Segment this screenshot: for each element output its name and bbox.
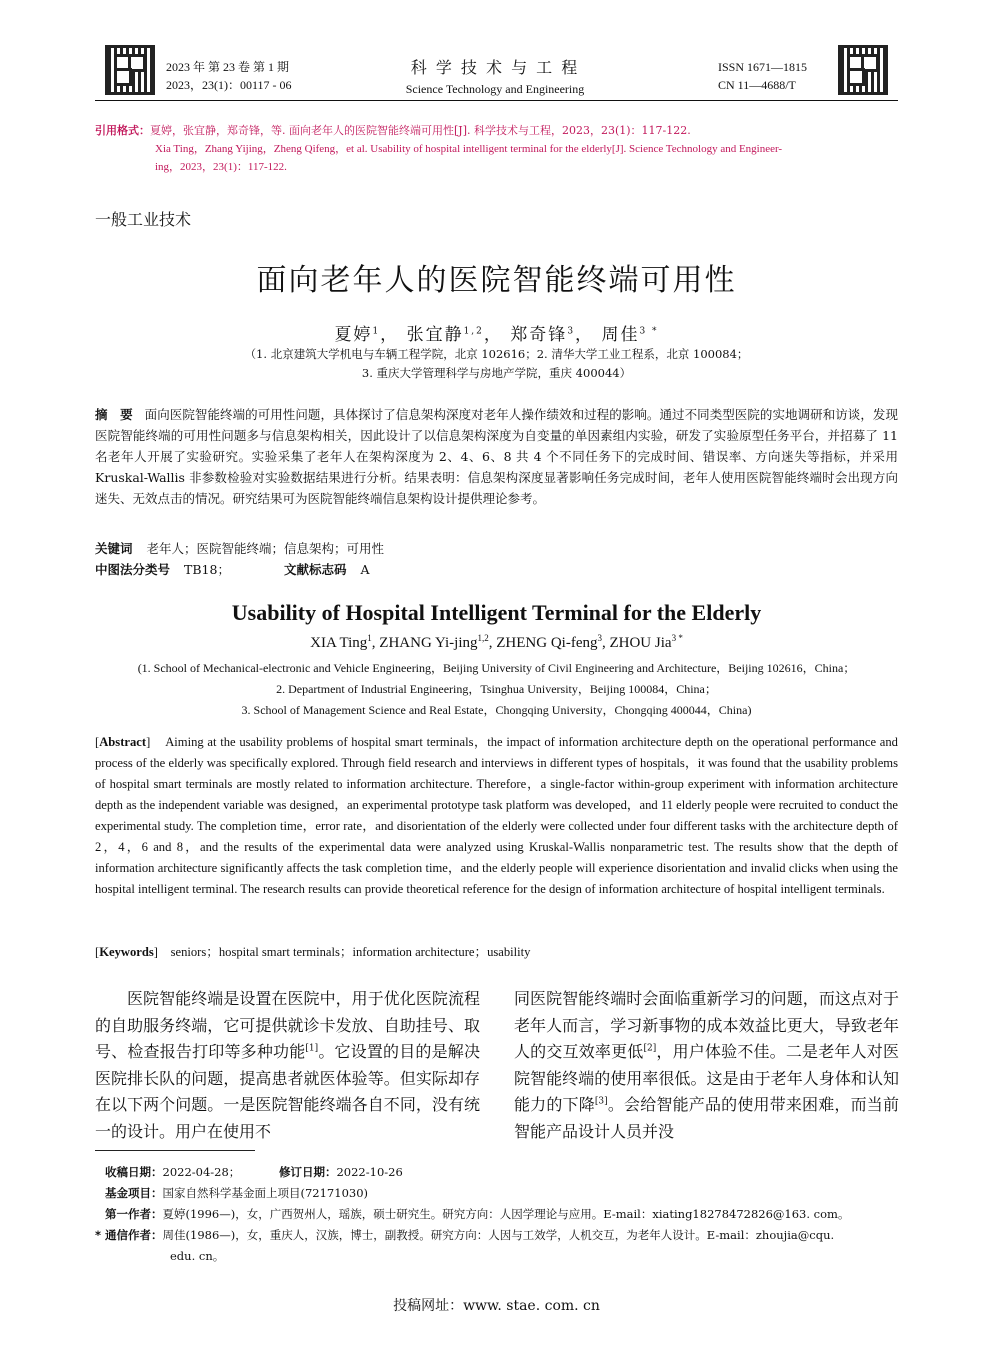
authors-cn: 夏婷$^1$， 张宜静$^{1,2}$， 郑奇锋$^3$， 周佳$^{3 *}$ — [334, 325, 659, 345]
author-sup: 1 — [367, 633, 372, 643]
revised-label: 修订日期： — [278, 1165, 337, 1179]
author-sup: 3 * — [639, 326, 659, 337]
affiliations-cn — [95, 345, 898, 383]
affiliations-en — [95, 658, 898, 721]
reference-mark: [3] — [594, 1096, 608, 1107]
cn-number: CN 11—4688/T — [718, 78, 796, 92]
author-sup: 1,2 — [463, 326, 484, 337]
footnotes — [95, 1162, 900, 1267]
submit-label: 投稿网址： — [393, 1298, 464, 1314]
author-name-en: ZHANG Yi-jing — [379, 635, 478, 651]
abstract-en-label: Abstract — [99, 735, 147, 749]
first-author-label: 第一作者： — [105, 1207, 163, 1221]
keywords-en-label: Keywords — [99, 945, 154, 959]
issue-line: 2023 年 第 23 卷 第 1 期 — [166, 60, 290, 74]
submission-site — [95, 1295, 898, 1315]
citation-en-line2: ing，2023，23(1)：117-122. — [155, 161, 287, 173]
citation-en-line1: Xia Ting，Zhang Yijing，Zheng Qifeng，et al. Usability of hospital intelligent terminal for the elderly[J]. Science Technology and Engineer- — [155, 143, 783, 155]
author-name: 张宜静 — [406, 325, 464, 345]
keywords-cn — [95, 538, 898, 559]
doc-code-label: 文献标志码 — [283, 562, 347, 577]
footnote-rule — [95, 1150, 255, 1151]
citation — [95, 122, 900, 176]
affiliation-line: 3. School of Management Science and Real Estate，Chongqing University，Chongqing 400044，China) — [241, 703, 752, 717]
classification — [95, 559, 898, 580]
reference-mark: [2] — [643, 1043, 657, 1054]
author-sup: 3 — [597, 633, 602, 643]
abstract-cn — [95, 404, 898, 509]
journal-title-en: Science Technology and Engineering — [405, 82, 585, 96]
author-name-en: ZHOU Jia — [609, 635, 672, 651]
page-title: 面向老年人的医院智能终端可用性 — [256, 263, 737, 298]
journal-title-cn: 科 学 技 术 与 工 程 — [410, 58, 580, 77]
issue-info — [166, 58, 366, 94]
body-text: ，用户体验不佳。二是老年人对医院智能终端的使用率很低。这是由于老年人身体和认知能力的下降 — [514, 1042, 899, 1114]
keywords-en-text: seniors；hospital smart terminals；information architecture；usability — [170, 945, 531, 959]
author-name: 夏婷 — [334, 325, 373, 345]
citation-label: 引用格式： — [95, 124, 150, 137]
authors-en: XIA Ting$^1$, ZHANG Yi-jing$^{1,2}$, ZHENG Qi-feng$^3$, ZHOU Jia$^{3 *}$ — [310, 633, 683, 651]
clc-label: 中图法分类号 — [95, 562, 171, 577]
fund-label: 基金项目： — [105, 1186, 163, 1200]
author-sup: 1 — [372, 326, 381, 337]
body-column-right — [514, 986, 899, 1145]
author-sup: 3 * — [671, 633, 683, 643]
submit-url[interactable]: www. stae. com. cn — [463, 1298, 600, 1314]
reference-mark: [1] — [305, 1043, 319, 1054]
corresponding-text: 周佳(1986—)，女，重庆人，汉族，博士，副教授。研究方向：人因与工效学，人机交互，为老年人设计。E-mail：zhoujia@cqu. — [162, 1228, 835, 1242]
abstract-en: [Abstract] Aiming at the usability problems of hospital smart terminals，the impact of information architecture depth on the operational performance and process of the elderly was specifically explored. Through field research and interviews in different types of hospitals，it was found that the usability problems of hospital smart terminals are mostly related to information architecture. Therefore，a single-factor within-group experiment with information architecture depth as the independent variable was designed，an experimental prototype task platform was developed，and 11 elderly people were recruited to conduct the experimental study. The completion time，error rate，and disorientation of the elderly were collected under four different tasks with the architecture depth of 2，4，6 and 8，and the results of the experimental data were analyzed using Kruskal-Wallis nonparametric test. The results show that the depth of information architecture significantly affects the task completion time，and the elderly people will experience disorientation and invalid clicks when using the hospital intelligent terminal. The research results can provide theoretical reference for the design of information architecture of hospital intelligent terminals. — [95, 735, 898, 896]
affiliation-line: 3. 重庆大学管理科学与房地产学院，重庆 400044） — [361, 366, 632, 380]
section-label: 一般工业技术 — [95, 210, 192, 229]
body-text: 。它设置的目的是解决医院排长队的问题，提高患者就医体验等。但实际却存在以下两个问题。一是医院智能终端各自不同，没有统一的设计。用户在使用不 — [95, 1042, 480, 1141]
corresponding-text-cont: edu. cn。 — [170, 1249, 225, 1263]
author-name-en: XIA Ting — [310, 635, 368, 651]
keywords-label: 关键词 — [95, 541, 133, 556]
first-author-text: 夏婷(1996—)，女，广西贺州人，瑶族，硕士研究生。研究方向：人因学理论与应用。E-mail：xiating18278472826@163. com。 — [162, 1207, 850, 1221]
qr-code-left — [105, 45, 155, 95]
affiliation-line: 2. Department of Industrial Engineering，Tsinghua University，Beijing 100084，China； — [276, 682, 717, 696]
citation-cn: 夏婷，张宜静，郑奇锋，等. 面向老年人的医院智能终端可用性[J]. 科学技术与工程，2023，23(1)：117-122. — [150, 124, 691, 137]
header-rule — [95, 100, 898, 101]
affiliation-line: (1. School of Mechanical-electronic and Vehicle Engineering，Beijing University of Civil Engineering and Architecture，Beijing 102616，China； — [137, 661, 856, 675]
keywords-en: [Keywords] seniors；hospital smart terminals；information architecture；usability — [95, 945, 531, 959]
journal-title — [370, 55, 620, 97]
author-name: 郑奇锋 — [510, 325, 568, 345]
issn: ISSN 1671—1815 — [718, 60, 808, 74]
corresponding-label: * 通信作者： — [95, 1228, 163, 1242]
author-name-en: ZHENG Qi-feng — [496, 635, 598, 651]
affiliation-line: （1. 北京建筑大学机电与车辆工程学院，北京 102616；2. 清华大学工业工程系，北京 100084； — [244, 347, 749, 361]
page-range: 2023，23(1)：00117 - 06 — [166, 78, 292, 92]
clc-value: TB18； — [184, 562, 230, 577]
fund-text: 国家自然科学基金面上项目(72171030) — [162, 1186, 369, 1200]
title-en: Usability of Hospital Intelligent Terminal for the Elderly — [231, 600, 762, 625]
author-sup: 1,2 — [477, 633, 489, 643]
author-name: 周佳 — [601, 325, 640, 345]
revised-date: 2022-10-26 — [336, 1165, 403, 1179]
abstract-text: 面向医院智能终端的可用性问题，具体探讨了信息架构深度对老年人操作绩效和过程的影响。通过不同类型医院的实地调研和访谈，发现医院智能终端的可用性问题多与信息架构相关，因此设计了以信息架构深度为自变量的单因素组内实验，研发了实验原型任务平台，并招募了 11 名老年人开展了实验研究。实验采集了老年人在架构深度为 2、4、6、8 共 4 个不同任务下的完成时间、错误率、方向迷失等指标，并采用 Kruskal-Wallis 非参数检验对实验数据结果进行分析。结果表明：信息架构深度显著影响任务完成时间，老年人使用医院智能终端时会出现方向迷失、无效点击的情况。研究结果可为医院智能终端信息架构设计提供理论参考。 — [95, 407, 898, 506]
abstract-label: 摘 要 — [95, 407, 133, 422]
received-date: 2022-04-28； — [162, 1165, 241, 1179]
author-sup: 3 — [567, 326, 576, 337]
abstract-en-text: Aiming at the usability problems of hospital smart terminals，the impact of information architecture depth on the operational performance and process of the elderly was specifically explored. Through field research and interviews in different types of hospitals，it was found that the usability problems of hospital smart terminals are mostly related to information architecture. Therefore，a single-factor within-group experiment with information architecture depth as the independent variable was designed，an experimental prototype task platform was developed，and 11 elderly people were recruited to conduct the experimental study. The completion time，error rate，and disorientation of the elderly were collected under four different tasks with the architecture depth of 2，4，6 and 8，and the results of the experimental data were analyzed using Kruskal-Wallis nonparametric test. The results show that the depth of information architecture significantly affects the task completion time，and the elderly people will experience disorientation and invalid clicks when using the hospital intelligent terminal. The research results can provide theoretical reference for the design of information architecture of hospital intelligent terminals. — [95, 735, 898, 896]
doc-code-value: A — [360, 562, 370, 577]
received-label: 收稿日期： — [105, 1165, 163, 1179]
qr-code-right — [838, 45, 888, 95]
issn-info — [718, 58, 833, 94]
body-column-left — [95, 986, 480, 1145]
body-text: 同医院智能终端时会面临重新学习的问题，而这点对于老年人而言，学习新事物的成本效益比更大，导致老年人的交互效率更低 — [514, 989, 899, 1061]
body-text: 医院智能终端是设置在医院中，用于优化医院流程的自助服务终端，它可提供就诊卡发放、自助挂号、取号、检查报告打印等多种功能 — [95, 989, 480, 1061]
keywords-text: 老年人；医院智能终端；信息架构；可用性 — [146, 541, 385, 556]
body-text: 。会给智能产品的使用带来困难，而当前智能产品设计人员并没 — [514, 1095, 899, 1141]
